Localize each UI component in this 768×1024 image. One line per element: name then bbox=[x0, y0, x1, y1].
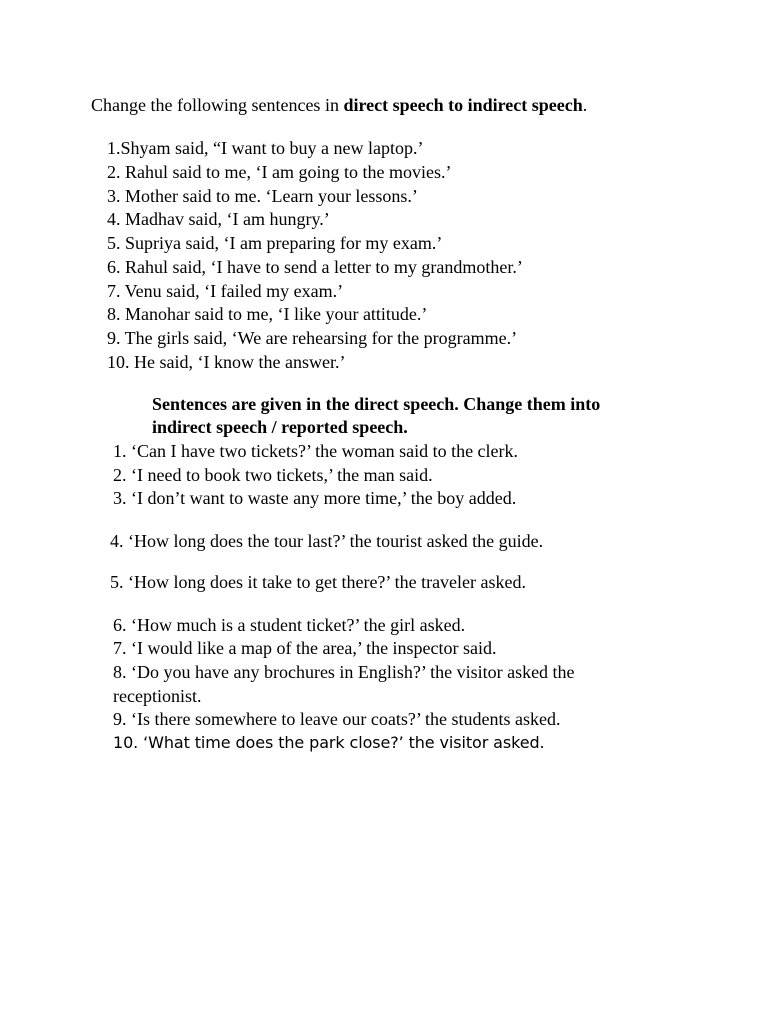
list-item: 3. ‘I don’t want to waste any more time,’ the boy added. bbox=[113, 488, 517, 508]
list-item: 7. ‘I would like a map of the area,’ the inspector said. bbox=[113, 638, 497, 658]
list-item: 5. ‘How long does it take to get there?’ the traveler asked. bbox=[110, 572, 527, 592]
list-item: 7. Venu said, ‘I failed my exam.’ bbox=[107, 281, 344, 301]
list-item: 10. He said, ‘I know the answer.’ bbox=[107, 352, 346, 372]
list-item: 9. The girls said, ‘We are rehearsing for the programme.’ bbox=[107, 328, 518, 348]
list-item: 4. Madhav said, ‘I am hungry.’ bbox=[107, 209, 330, 229]
section2-heading-line: indirect speech / reported speech. bbox=[152, 417, 408, 437]
instruction-line bbox=[91, 93, 587, 117]
list-item: 8. Manohar said to me, ‘I like your attitude.’ bbox=[107, 304, 428, 324]
list-item: 1.Shyam said, “I want to buy a new laptop.’ bbox=[107, 138, 424, 158]
list-item: 3. Mother said to me. ‘Learn your lessons.’ bbox=[107, 186, 418, 206]
list-item: 2. Rahul said to me, ‘I am going to the movies.’ bbox=[107, 162, 452, 182]
list-item: 8. ‘Do you have any brochures in English?’ the visitor asked the bbox=[113, 662, 575, 682]
list-item: 9. ‘Is there somewhere to leave our coats?’ the students asked. bbox=[113, 709, 561, 729]
section2-heading-line: Sentences are given in the direct speech. Change them into bbox=[152, 394, 601, 414]
list-item-continuation: receptionist. bbox=[113, 686, 202, 706]
instruction-prefix: Change the following sentences in bbox=[91, 95, 344, 115]
list-item: 10. ‘What time does the park close?’ the visitor asked. bbox=[113, 733, 545, 752]
list-item: 4. ‘How long does the tour last?’ the tourist asked the guide. bbox=[110, 531, 544, 551]
list-item: 1. ‘Can I have two tickets?’ the woman said to the clerk. bbox=[113, 441, 519, 461]
list-item: 5. Supriya said, ‘I am preparing for my exam.’ bbox=[107, 233, 443, 253]
instruction-emphasis: direct speech to indirect speech bbox=[343, 95, 583, 115]
instruction-suffix: . bbox=[582, 95, 588, 115]
list-item: 6. ‘How much is a student ticket?’ the girl asked. bbox=[113, 615, 466, 635]
list-item: 2. ‘I need to book two tickets,’ the man said. bbox=[113, 465, 433, 485]
list-item: 6. Rahul said, ‘I have to send a letter to my grandmother.’ bbox=[107, 257, 523, 277]
